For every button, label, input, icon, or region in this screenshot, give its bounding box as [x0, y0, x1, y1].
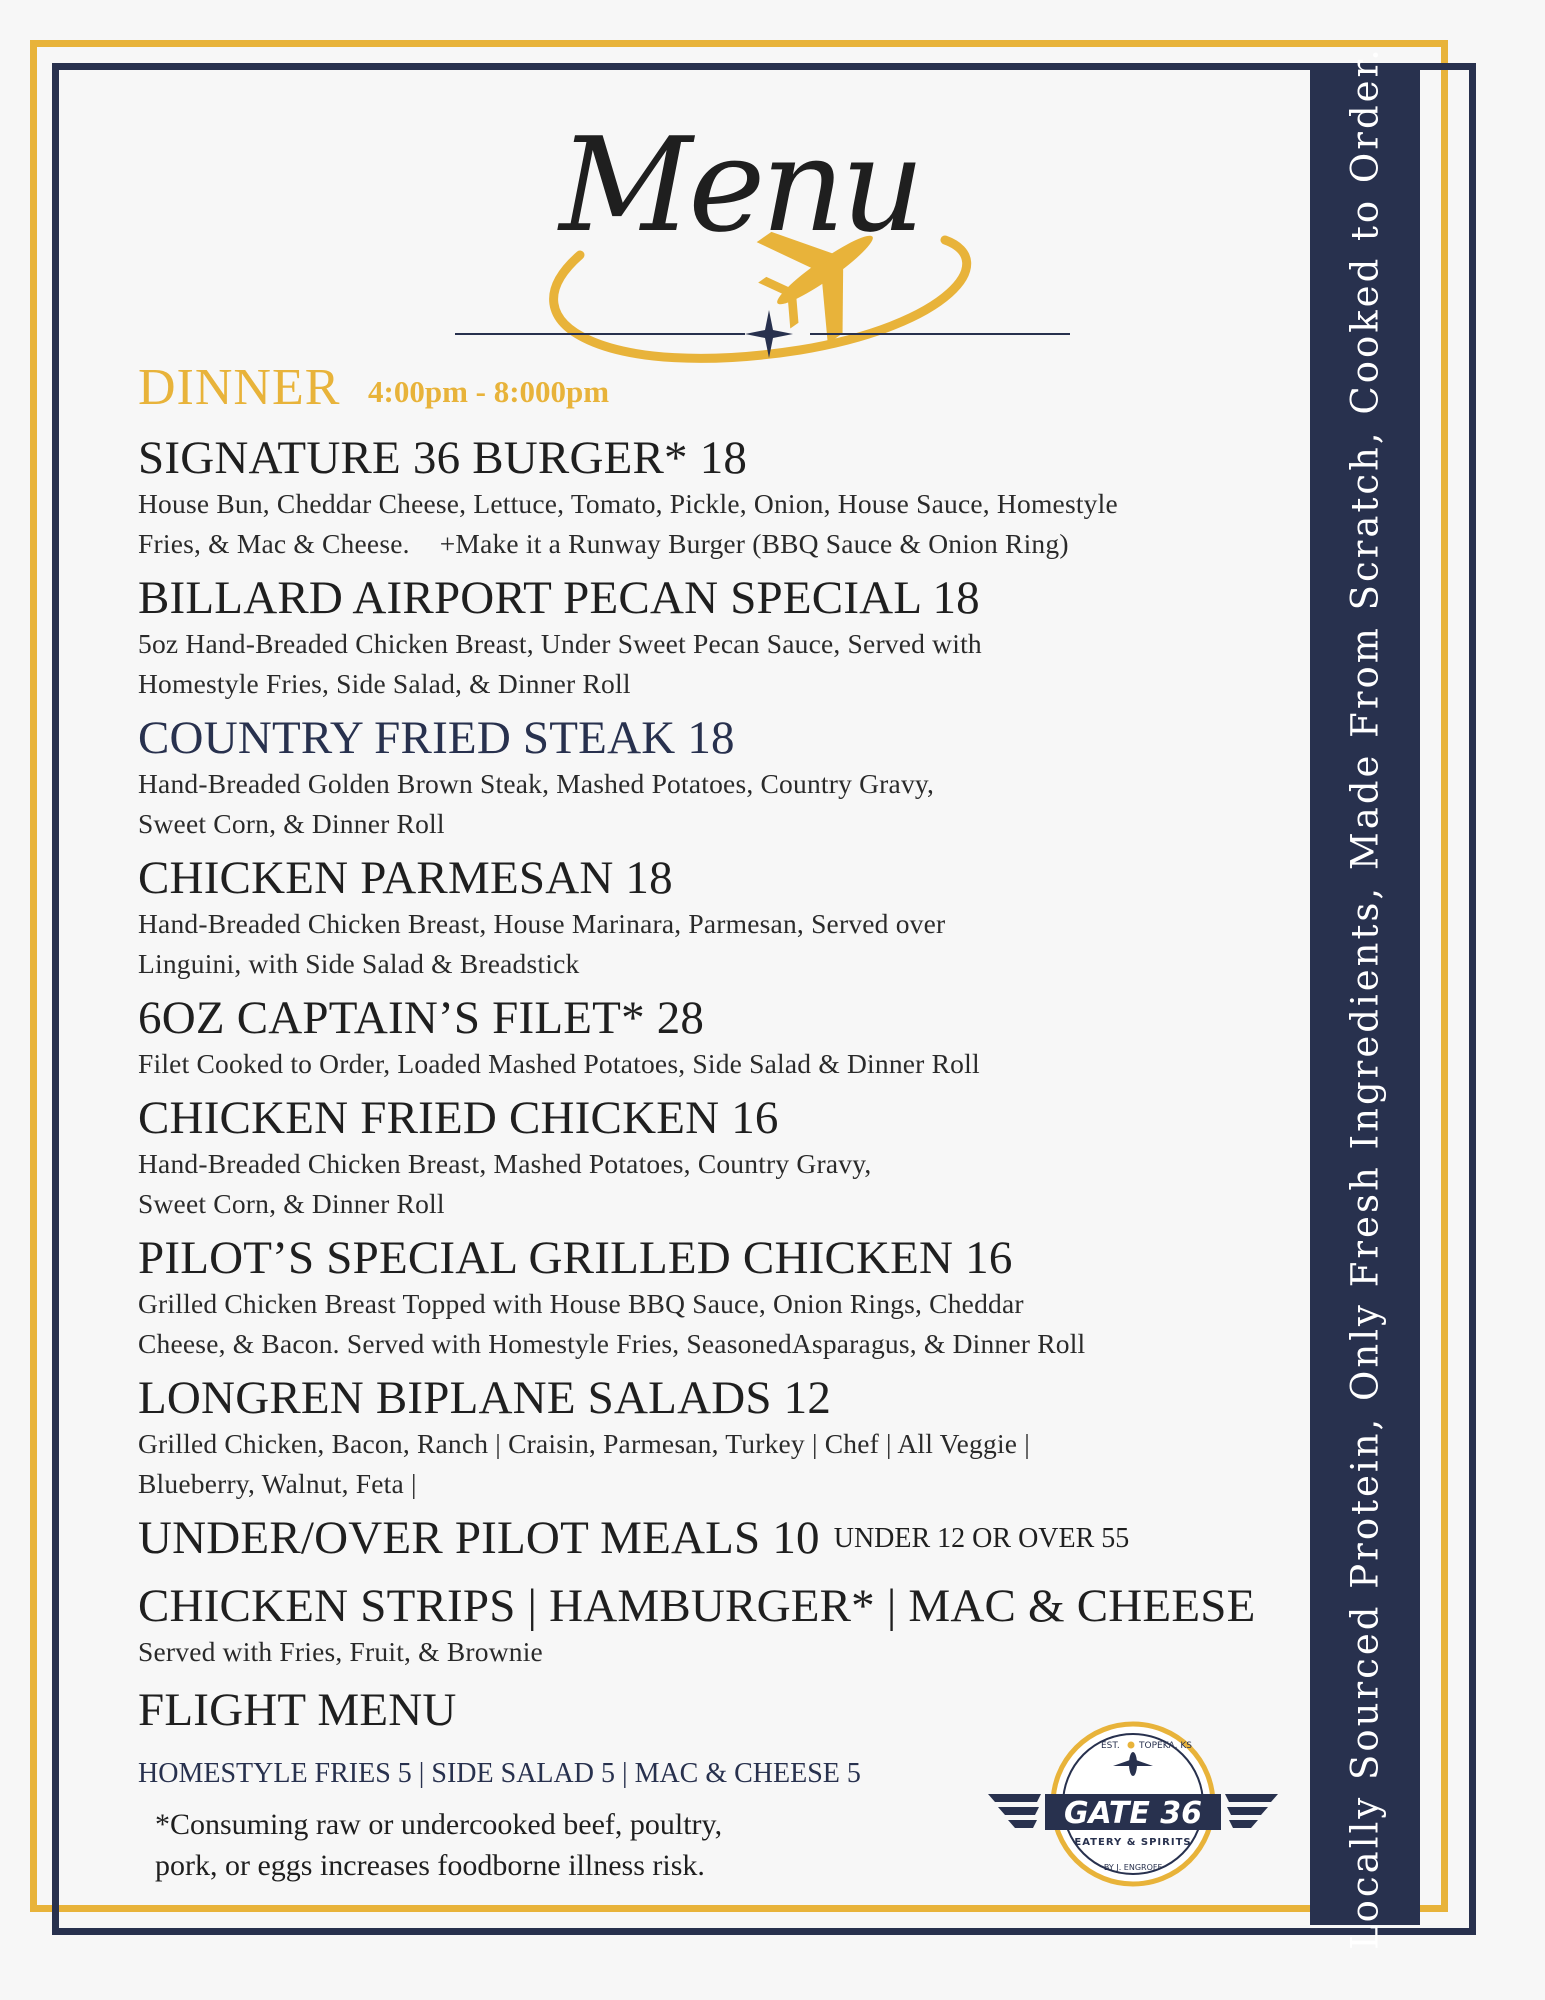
- divider-left: [455, 333, 745, 335]
- item-desc-line: Grilled Chicken, Bacon, Ranch | Craisin, Parmesan, Turkey | Chef | All Veggie |: [138, 1428, 1030, 1459]
- logo-est: EST.: [1101, 1741, 1120, 1751]
- item-description: [138, 1284, 1258, 1364]
- item-title: COUNTRY FRIED STEAK 18: [138, 712, 735, 764]
- kids-title: UNDER/OVER PILOT MEALS 10: [138, 1512, 820, 1564]
- logo-location: TOPEKA, KS: [1139, 1741, 1192, 1751]
- item-description: [138, 764, 1258, 844]
- item-desc-line: Hand-Breaded Chicken Breast, House Marinara, Parmesan, Served over: [138, 908, 946, 939]
- kids-description: Served with Fries, Fruit, & Brownie: [138, 1636, 543, 1667]
- logo-by: BY J. ENGROFF: [1103, 1863, 1163, 1872]
- disclaimer-line: pork, or eggs increases foodborne illness risk.: [155, 1849, 705, 1882]
- star-icon: [745, 310, 793, 358]
- item-title: PILOT’S SPECIAL GRILLED CHICKEN 16: [138, 1232, 1013, 1284]
- menu-item: [138, 992, 1258, 1084]
- flight-menu-title: FLIGHT MENU: [138, 1684, 457, 1736]
- disclaimer-line: *Consuming raw or undercooked beef, poultry,: [155, 1808, 723, 1841]
- item-title: CHICKEN FRIED CHICKEN 16: [138, 1092, 779, 1144]
- logo-name: GATE 36: [1063, 1796, 1203, 1831]
- item-desc-line: Sweet Corn, & Dinner Roll: [138, 808, 445, 839]
- menu-script-text: Menu: [559, 109, 921, 261]
- menu-item: [138, 572, 1258, 704]
- item-desc-line: 5oz Hand-Breaded Chicken Breast, Under Sweet Pecan Sauce, Served with: [138, 628, 982, 659]
- menu-item: [138, 852, 1258, 984]
- item-description: [138, 624, 1258, 704]
- section-hours: 4:00pm - 8:000pm: [368, 374, 610, 409]
- item-desc-line: Hand-Breaded Chicken Breast, Mashed Potatoes, Country Gravy,: [138, 1148, 872, 1179]
- item-desc-line: Grilled Chicken Breast Topped with House BBQ Sauce, Onion Rings, Cheddar: [138, 1288, 1024, 1319]
- divider-right: [810, 333, 1070, 335]
- item-desc-line: Blueberry, Walnut, Feta |: [138, 1468, 417, 1499]
- kids-meals: [138, 1512, 1258, 1565]
- item-desc-line: Homestyle Fries, Side Salad, & Dinner Roll: [138, 668, 631, 699]
- menu-item: [138, 712, 1258, 844]
- item-title: BILLARD AIRPORT PECAN SPECIAL 18: [138, 572, 980, 624]
- menu-item: [138, 1092, 1258, 1224]
- item-description: [138, 1144, 1258, 1224]
- kids-title-row: [138, 1512, 1258, 1565]
- item-addon: +Make it a Runway Burger (BBQ Sauce & Onion Ring): [439, 528, 1069, 559]
- menu-item: [138, 432, 1258, 564]
- item-desc-line: Hand-Breaded Golden Brown Steak, Mashed Potatoes, Country Gravy,: [138, 768, 935, 799]
- item-desc-line: Cheese, & Bacon. Served with Homestyle Fries, SeasonedAsparagus, & Dinner Roll: [138, 1328, 1086, 1359]
- item-description: [138, 1044, 1258, 1084]
- item-title: LONGREN BIPLANE SALADS 12: [138, 1372, 832, 1424]
- item-desc-line: Linguini, with Side Salad & Breadstick: [138, 948, 580, 979]
- item-title: 6OZ CAPTAIN’S FILET* 28: [138, 992, 705, 1044]
- sides-list: HOMESTYLE FRIES 5 | SIDE SALAD 5 | MAC & CHEESE 5: [138, 1758, 861, 1789]
- item-desc-text: Fries, & Mac & Cheese.: [138, 528, 410, 559]
- kids-options: [138, 1580, 1258, 1672]
- sidebar-tagline: Locally Sourced Protein, Only Fresh Ingredients, Made From Scratch, Cooked to Order.: [1343, 46, 1387, 1950]
- kids-age-note: UNDER 12 OR OVER 55: [833, 1523, 1130, 1554]
- item-desc-line: Filet Cooked to Order, Loaded Mashed Potatoes, Side Salad & Dinner Roll: [138, 1048, 980, 1079]
- item-desc-line: House Bun, Cheddar Cheese, Lettuce, Tomato, Pickle, Onion, House Sauce, Homestyle: [138, 488, 1118, 519]
- item-desc-line: [138, 524, 1258, 564]
- logo-tagline: EATERY & SPIRITS: [1074, 1837, 1192, 1848]
- item-description: [138, 1424, 1258, 1504]
- item-desc-line: Sweet Corn, & Dinner Roll: [138, 1188, 445, 1219]
- health-disclaimer: [155, 1804, 855, 1886]
- item-description: [138, 484, 1258, 564]
- item-title: SIGNATURE 36 BURGER* 18: [138, 432, 748, 484]
- section-title: DINNER: [138, 359, 341, 416]
- menu-item: [138, 1232, 1258, 1364]
- menu-item: [138, 1372, 1258, 1504]
- gate36-logo: [983, 1712, 1283, 1897]
- item-description: [138, 904, 1258, 984]
- item-title: CHICKEN PARMESAN 18: [138, 852, 673, 904]
- kids-options-title: CHICKEN STRIPS | HAMBURGER* | MAC & CHEESE: [138, 1580, 1256, 1632]
